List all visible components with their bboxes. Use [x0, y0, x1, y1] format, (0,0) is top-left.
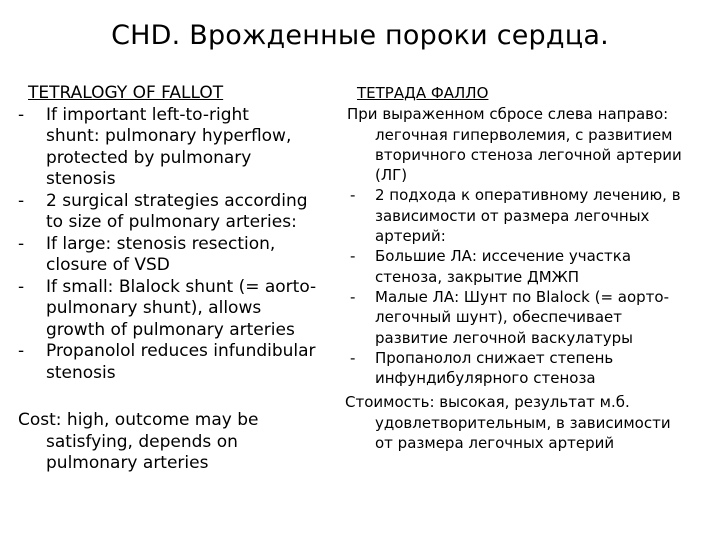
intro-line: При выраженном сбросе слева направо:	[347, 105, 669, 124]
intro-line: (ЛГ)	[375, 166, 408, 185]
list-item-line: - Большие ЛА: иссечение участка	[375, 247, 632, 266]
list-item-line: стеноза, закрытие ДМЖП	[375, 267, 580, 286]
cost-note-line: от размера легочных артерий	[375, 434, 615, 453]
list-item	[18, 191, 348, 234]
list-item	[345, 246, 715, 287]
list-item-line: stenosis	[46, 362, 116, 383]
list-item-line: - Малые ЛА: Шунт по Blalock (= аорто-	[375, 287, 670, 306]
list-item-line: - If small: Blalock shunt (= aorto-	[46, 276, 317, 297]
list-item	[345, 287, 715, 348]
list-item-line: артерий:	[375, 227, 446, 246]
russian-column	[345, 83, 715, 453]
intro-line: легочная гиперволемия, с развитием	[375, 125, 673, 144]
list-item	[18, 341, 348, 384]
english-bullet-list	[18, 105, 348, 385]
list-item-line: - 2 surgical strategies according	[46, 190, 308, 211]
list-item-line: - 2 подхода к оперативному лечению, в	[375, 186, 681, 205]
intro-line: вторичного стеноза легочной артерии	[375, 145, 682, 164]
russian-cost-note	[345, 392, 715, 453]
english-cost-note	[18, 410, 348, 475]
list-item	[345, 185, 715, 246]
russian-intro	[345, 104, 715, 185]
english-column-header: TETRALOGY OF FALLOT	[28, 83, 224, 103]
list-item-line: stenosis	[46, 169, 116, 189]
list-item	[18, 105, 348, 191]
list-item	[18, 277, 348, 342]
russian-column-header: ТЕТРАДА ФАЛЛО	[357, 84, 489, 102]
cost-note-line: Cost: high, outcome may be	[18, 410, 259, 430]
list-item-line: - Propanolol reduces infundibular	[46, 341, 316, 361]
list-item-line: pulmonary shunt), allows	[46, 298, 262, 318]
list-item-line: - If important left-to-right	[46, 104, 249, 125]
list-item-line: protected by pulmonary	[46, 147, 252, 168]
cost-note-line: Стоимость: высокая, результат м.б.	[345, 393, 630, 412]
list-item-line: - Пропанолол снижает степень	[375, 348, 614, 367]
cost-note-line: удовлетворительным, в зависимости	[375, 413, 671, 432]
list-item	[345, 348, 715, 389]
russian-bullet-list	[345, 185, 715, 388]
slide-title: CHD. Врожденные пороки сердца.	[111, 20, 609, 51]
list-item-line: легочный шунт), обеспечивает	[375, 308, 622, 327]
cost-note-line: satisfying, depends on	[46, 431, 238, 452]
cost-note-line: pulmonary arteries	[46, 453, 209, 473]
list-item-line: to size of pulmonary arteries:	[46, 212, 297, 232]
english-column	[18, 83, 348, 475]
list-item	[18, 234, 348, 277]
list-item-line: - If large: stenosis resection,	[46, 233, 276, 254]
list-item-line: инфундибулярного стеноза	[375, 369, 596, 388]
list-item-line: shunt: pulmonary hyperflow,	[46, 126, 292, 146]
list-item-line: growth of pulmonary arteries	[46, 319, 295, 340]
list-item-line: closure of VSD	[46, 255, 170, 275]
list-item-line: развитие легочной васкулатуры	[375, 328, 633, 347]
list-item-line: зависимости от размера легочных	[375, 206, 650, 225]
